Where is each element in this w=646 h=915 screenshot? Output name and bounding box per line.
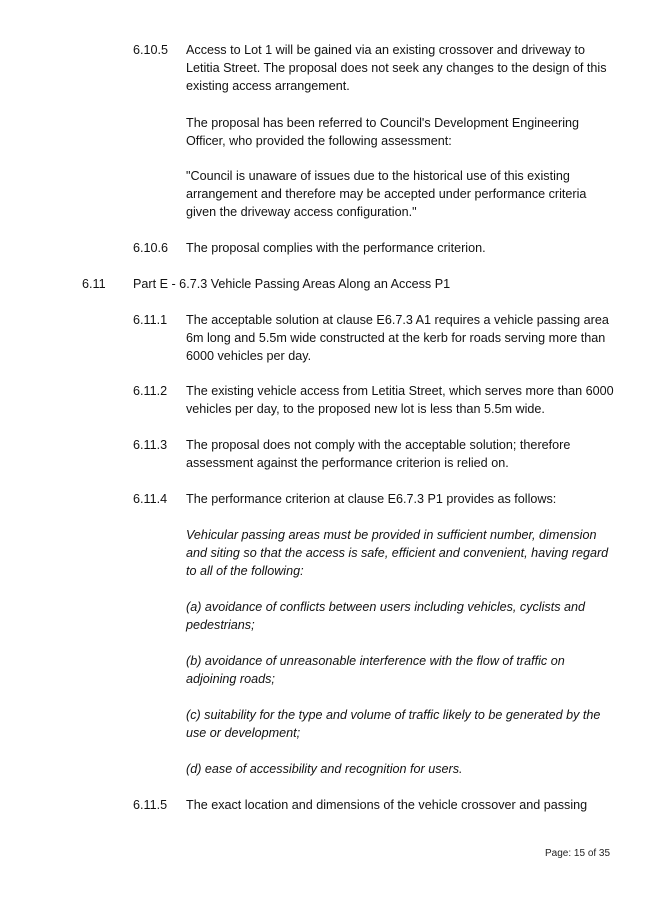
clause-text: The proposal does not comply with the acceptable solution; therefore assessment against the performance criterion is relied on.	[186, 438, 571, 470]
quote-item-a: (a) avoidance of conflicts between users including vehicles, cyclists and pedestrians;	[186, 600, 586, 632]
clause-number: 6.11.5	[133, 798, 168, 812]
clause-text: The acceptable solution at clause E6.7.3 A1 requires a vehicle passing area 6m long and 5.5m wide constructed at the kerb for roads serving more than 6000 vehicles per day.	[186, 313, 609, 363]
clause-number: 6.10.5	[133, 43, 169, 57]
quote-item-d: (d) ease of accessibility and recognition for users.	[186, 762, 463, 776]
clause-number: 6.11.1	[133, 313, 168, 327]
clause-text: The existing vehicle access from Letitia Street, which serves more than 6000 vehicles per day, to the proposed new lot is less than 5.5m wide.	[186, 384, 614, 416]
clause-number: 6.11.4	[133, 492, 168, 506]
clause-number: 6.11.2	[133, 384, 168, 398]
section-number: 6.11	[82, 277, 106, 291]
paragraph-engineering-assessment: "Council is unaware of issues due to the historical use of this existing arrangement and therefore may be accepted under performance criteria given the driveway access configuration."	[186, 169, 587, 219]
paragraph-referral: The proposal has been referred to Council's Development Engineering Officer, who provided the following assessment:	[186, 116, 580, 148]
quote-item-b: (b) avoidance of unreasonable interference with the flow of traffic on adjoining roads;	[186, 654, 565, 686]
page-number: Page: 15 of 35	[545, 848, 611, 859]
clause-number: 6.11.3	[133, 438, 168, 452]
quote-item-c: (c) suitability for the type and volume of traffic likely to be generated by the use or development;	[186, 708, 601, 740]
clause-text: The performance criterion at clause E6.7.3 P1 provides as follows:	[186, 492, 557, 506]
clause-text: Access to Lot 1 will be gained via an existing crossover and driveway to Letitia Street. The proposal does not seek any changes to the design of this existing access arrangement.	[186, 43, 607, 93]
section-title: Part E - 6.7.3 Vehicle Passing Areas Along an Access P1	[133, 277, 451, 291]
clause-text: The proposal complies with the performance criterion.	[186, 241, 486, 255]
quote-intro: Vehicular passing areas must be provided in sufficient number, dimension and siting so that the access is safe, efficient and convenient, having regard to all of the following:	[186, 528, 609, 578]
clause-text: The exact location and dimensions of the vehicle crossover and passing	[186, 798, 588, 812]
clause-number: 6.10.6	[133, 241, 169, 255]
